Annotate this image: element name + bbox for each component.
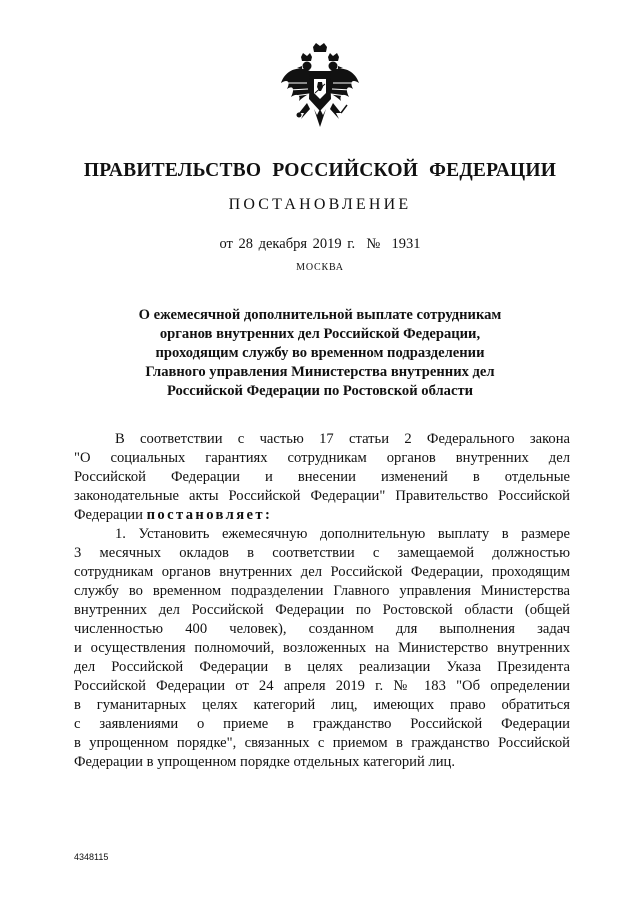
preamble-line: "О социальных гарантиях сотрудникам органов внутренних дел <box>74 450 570 466</box>
footer-document-code: 4348115 <box>74 852 109 862</box>
preamble-line: законодательные акты Российской Федерации" Правительство Российской <box>74 488 570 504</box>
document-date-number: от 28 декабря 2019 г. № 1931 <box>219 236 421 252</box>
item-line: дел Российской Федерации в целях реализации Указа Президента <box>74 659 570 675</box>
document-type: ПОСТАНОВЛЕНИЕ <box>228 196 412 213</box>
item-line: численностью 400 человек), созданном для выполнения задач <box>74 621 570 637</box>
item-line: в упрощенном порядке", связанных с приемом в гражданство Российской <box>74 735 570 751</box>
preamble-line: Российской Федерации и внесении изменений в отдельные <box>74 469 570 485</box>
item-line: внутренних дел Российской Федерации по Ростовской области (общей <box>74 602 570 618</box>
government-title: ПРАВИТЕЛЬСТВО РОССИЙСКОЙ ФЕДЕРАЦИИ <box>83 160 557 181</box>
subject-line: проходящим службу во временном подразделении <box>155 345 485 361</box>
preamble-line: В соответствии с частью 17 статьи 2 Федерального закона <box>115 431 570 447</box>
item-line: 1. Установить ежемесячную дополнительную выплату в размере <box>115 526 570 542</box>
document-body <box>74 430 570 772</box>
item-line: и осуществления полномочий, возложенных на Министерство внутренних <box>74 640 570 656</box>
preamble-line: Федерации <box>74 507 143 523</box>
russian-coat-of-arms-icon <box>277 43 363 135</box>
subject-line: Российской Федерации по Ростовской области <box>166 383 474 399</box>
item-line: Федерации в упрощенном порядке отдельных категорий лиц. <box>74 754 455 770</box>
subject-line: Главного управления Министерства внутренних дел <box>145 364 495 380</box>
item-line: с заявлениями о приеме в гражданство Российской Федерации <box>74 716 570 732</box>
item-line: Российской Федерации от 24 апреля 2019 г. № 183 "Об определении <box>74 678 570 694</box>
subject-line: органов внутренних дел Российской Федерации, <box>159 326 481 342</box>
decree-word: постановляет: <box>146 507 273 523</box>
coat-of-arms-emblem <box>277 43 363 135</box>
item-line: службу во временном подразделении Главного управления Министерства <box>74 583 570 599</box>
item-line: 3 месячных окладов в соответствии с замещаемой должностью <box>74 545 570 561</box>
subject-line: О ежемесячной дополнительной выплате сотрудникам <box>138 307 502 323</box>
document-subject <box>110 306 530 401</box>
item-line: в гуманитарных целях категорий лиц, имеющих право обратиться <box>74 697 570 713</box>
preamble-final-line <box>74 506 570 525</box>
item-line: сотрудникам органов внутренних дел Российской Федерации, проходящим <box>74 564 570 580</box>
document-city: МОСКВА <box>296 262 344 273</box>
